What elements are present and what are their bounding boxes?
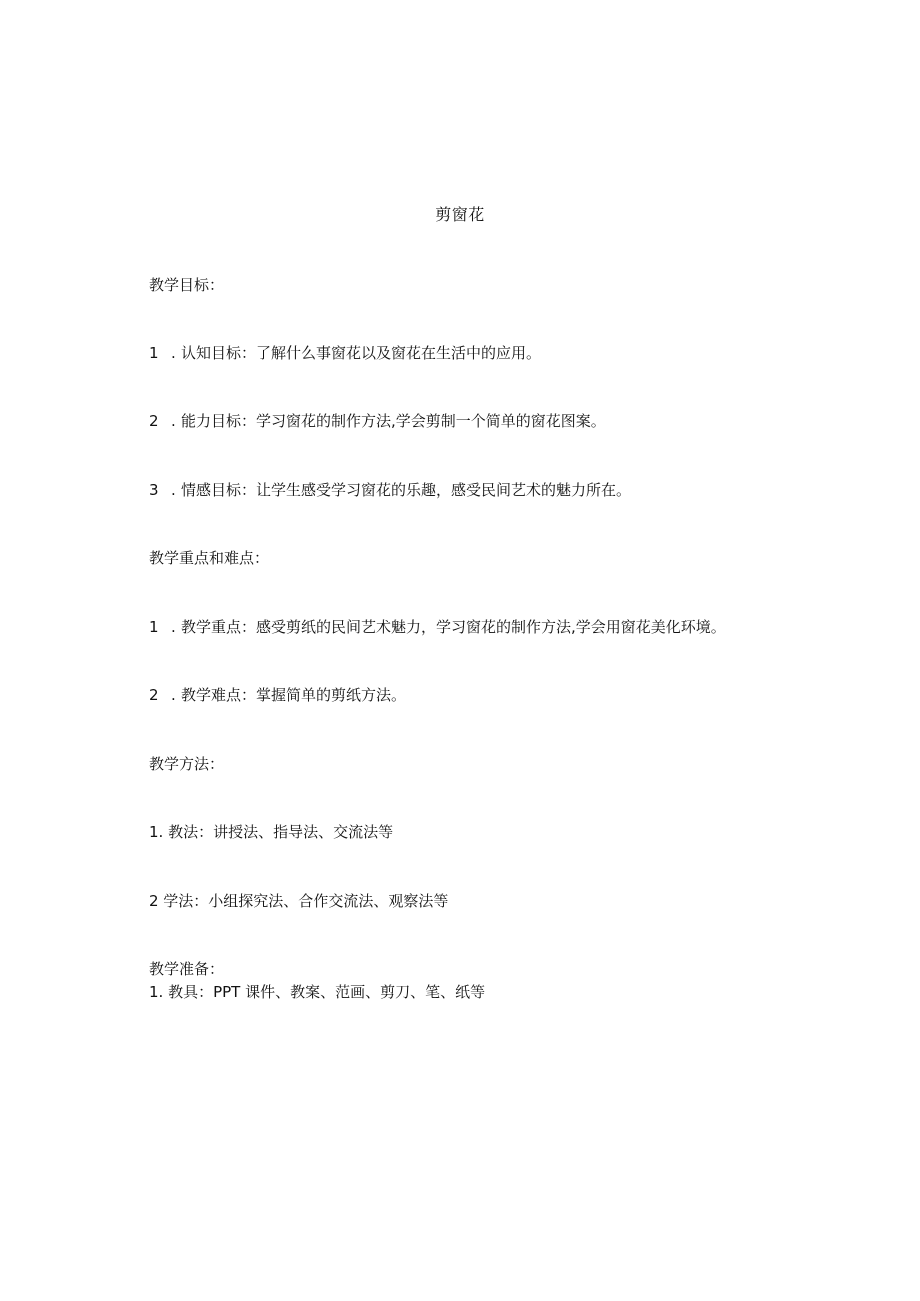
list-item-number: 2 (149, 412, 159, 430)
list-item: 1. 教法：讲授法、指导法、交流法等 (149, 823, 394, 841)
list-item: 2 学法：小组探究法、合作交流法、观察法等 (149, 892, 449, 910)
list-item-dot: . (171, 481, 176, 499)
list-item-dot: . (171, 344, 176, 362)
list-item-text: 能力目标：学习窗花的制作方法,学会剪制一个简单的窗花图案。 (181, 412, 606, 430)
list-item-number: 2 (149, 686, 159, 704)
list-item-dot: . (171, 412, 176, 430)
list-item-text: 教学重点：感受剪纸的民间艺术魅力，学习窗花的制作方法,学会用窗花美化环境。 (181, 618, 726, 636)
list-item (149, 479, 631, 501)
list-item: 1. 教具：PPT 课件、教案、范画、剪刀、笔、纸等 (149, 983, 486, 1001)
list-item-number: 3 (149, 481, 159, 499)
list-item-dot: . (171, 686, 176, 704)
section-heading-objectives: 教学目标： (149, 276, 225, 294)
list-item-number: 1 (149, 344, 159, 362)
section-heading-key-points: 教学重点和难点： (149, 549, 270, 567)
document-title: 剪窗花 (435, 205, 485, 224)
list-item-number: 1 (149, 618, 159, 636)
section-heading-preparation: 教学准备： (149, 960, 225, 978)
list-item (149, 684, 406, 706)
list-item (149, 410, 606, 432)
section-heading-methods: 教学方法： (149, 755, 225, 773)
list-item-dot: . (171, 618, 176, 636)
list-item (149, 616, 726, 638)
list-item-text: 教学难点：掌握简单的剪纸方法。 (181, 686, 407, 704)
list-item-text: 情感目标：让学生感受学习窗花的乐趣，感受民间艺术的魅力所在。 (181, 481, 632, 499)
list-item (149, 342, 541, 364)
list-item-text: 认知目标：了解什么事窗花以及窗花在生活中的应用。 (181, 344, 542, 362)
